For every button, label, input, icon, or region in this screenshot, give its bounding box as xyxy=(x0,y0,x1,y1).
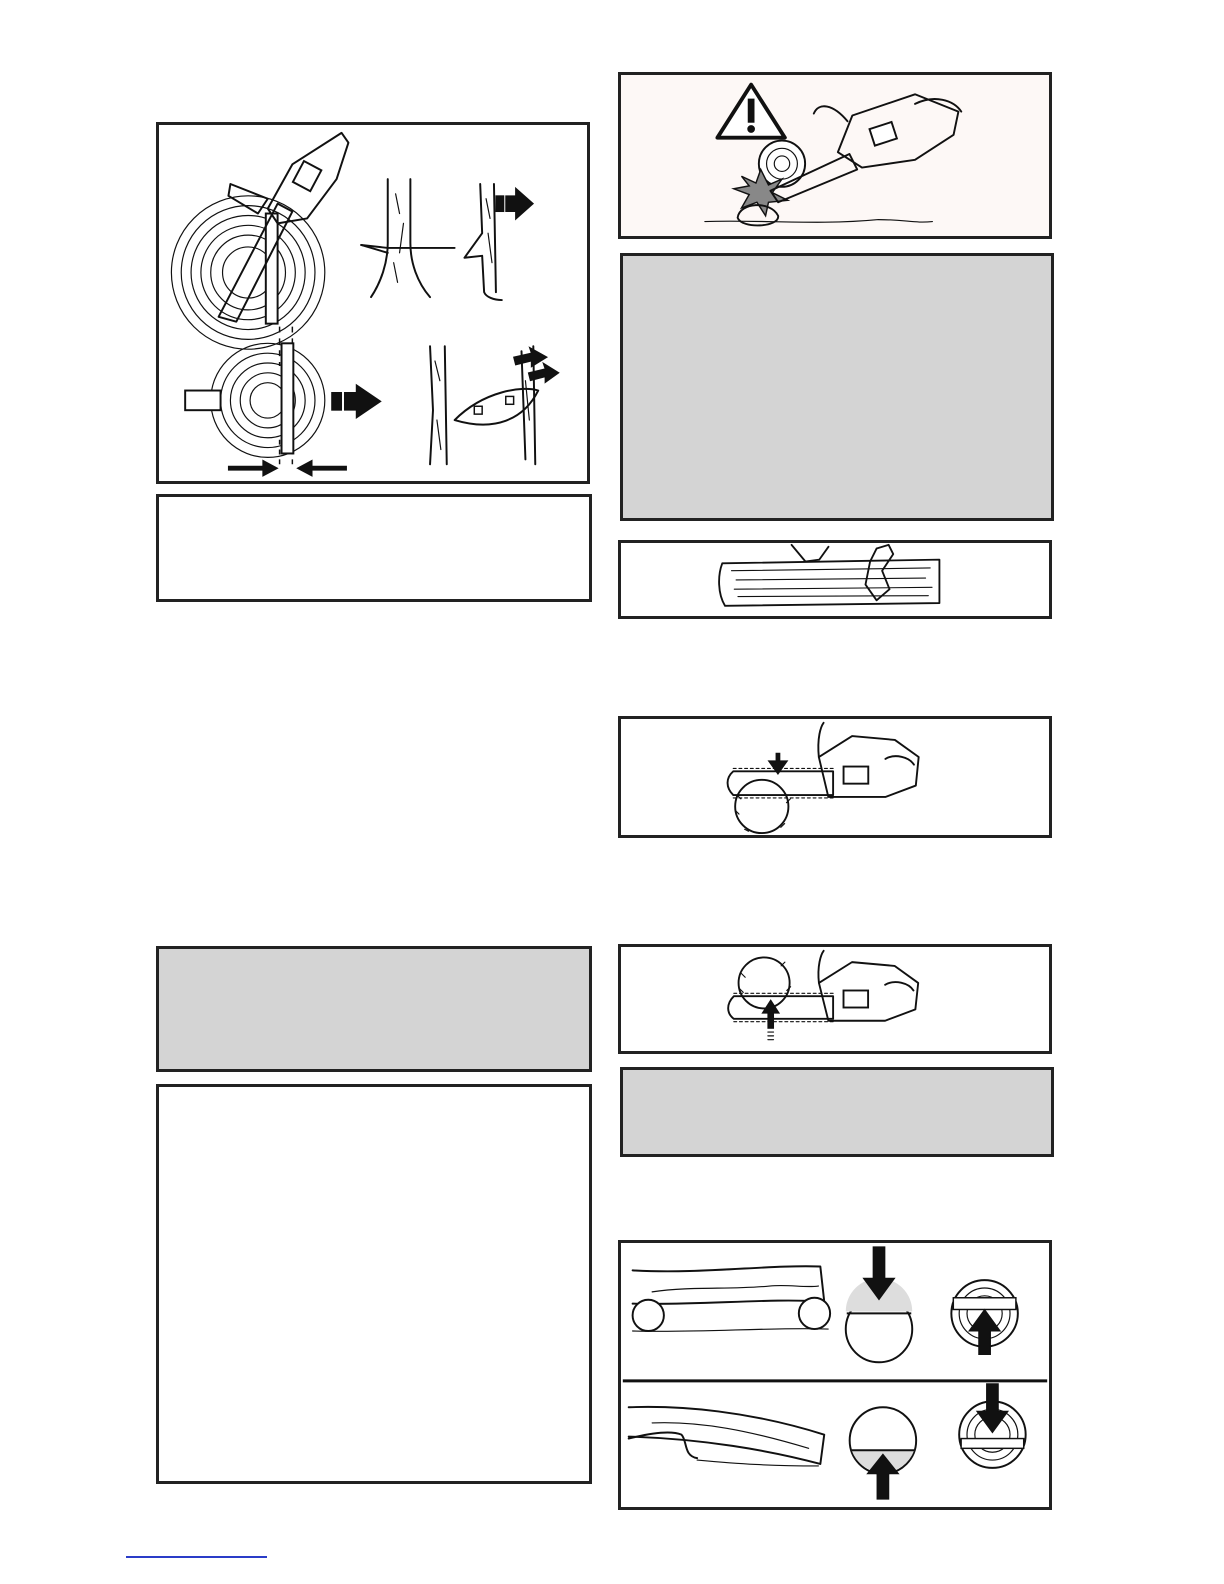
cut-diagram-top-first xyxy=(846,1247,912,1362)
felling-notch-diagram xyxy=(159,125,587,481)
kickback-warning-callout xyxy=(620,253,1054,521)
cut-diagram-bottom-second xyxy=(959,1384,1025,1468)
log-supported-both-ends xyxy=(633,1266,831,1331)
limbing-log-illustration xyxy=(621,543,1049,616)
warning-triangle-icon xyxy=(717,85,784,138)
direction-arrow-right xyxy=(332,385,381,418)
log-support-cut-diagram xyxy=(621,1243,1049,1507)
cut-diagram-top-second xyxy=(951,1280,1017,1354)
footer-link[interactable] xyxy=(126,1556,267,1558)
rock xyxy=(738,205,779,225)
kickback-warning-figure xyxy=(618,72,1052,239)
chainsaw-top xyxy=(219,133,349,322)
kickback-illustration xyxy=(621,75,1049,236)
cut-diagram-bottom-first xyxy=(850,1407,916,1499)
limbing-figure xyxy=(618,540,1052,619)
felling-diagram-figure xyxy=(156,122,590,484)
log-support-figure xyxy=(618,1240,1052,1510)
fall-direction-arrow-top xyxy=(496,188,533,219)
overcut-bucking-illustration xyxy=(621,719,1049,835)
instructions-box-left xyxy=(156,1084,592,1484)
caution-callout-left xyxy=(156,946,592,1072)
tree-felling-wedge xyxy=(430,346,538,464)
felling-note-box xyxy=(156,494,592,602)
fall-direction-arrow-bottom xyxy=(514,347,559,382)
tree-trunk-notch-side xyxy=(361,179,502,300)
bucking-bottom-figure xyxy=(618,944,1052,1054)
hinge-width-arrows xyxy=(228,460,346,476)
undercut-bucking-illustration xyxy=(621,947,1049,1051)
bucking-top-figure xyxy=(618,716,1052,838)
log-end-rings-bottom xyxy=(185,343,325,457)
caution-callout-right xyxy=(620,1067,1054,1157)
log-supported-one-end xyxy=(629,1407,825,1466)
